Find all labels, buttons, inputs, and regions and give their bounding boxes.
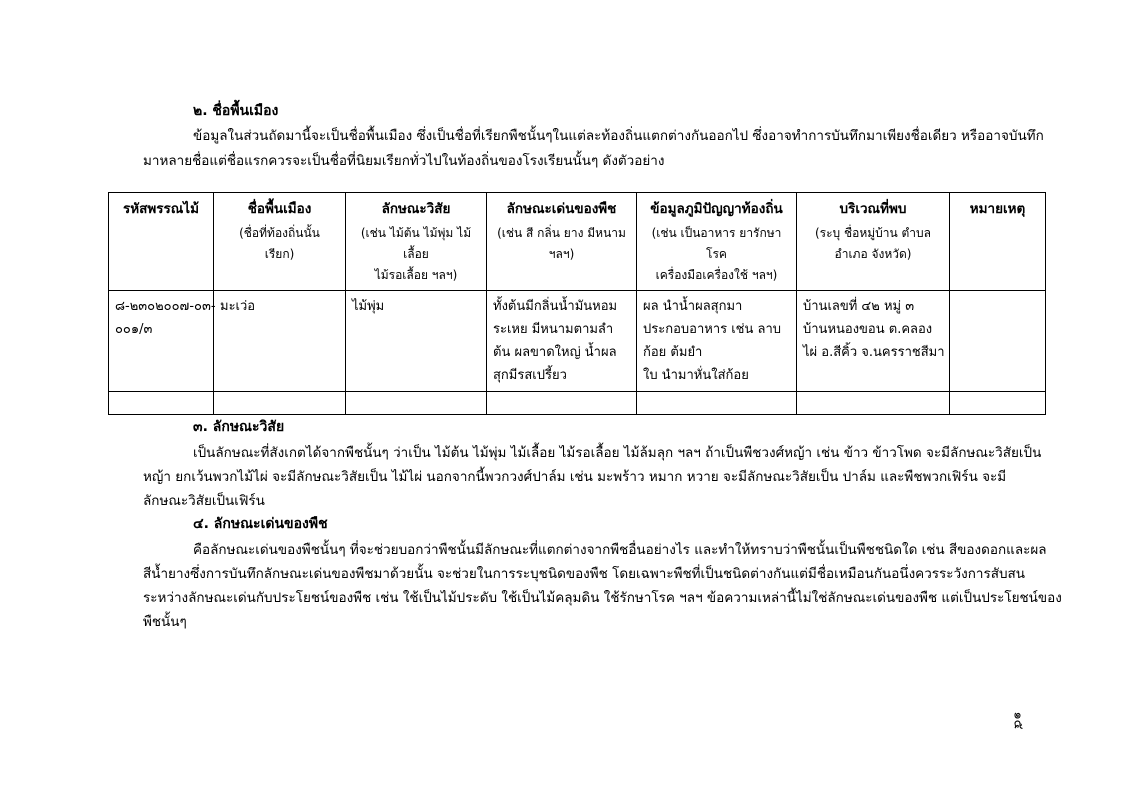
header-note [950, 193, 1046, 291]
header-feature [487, 193, 637, 291]
cell-line: ระเหย มีหนามตามลำ [493, 322, 614, 337]
cell-line: มะเว่อ [220, 299, 256, 314]
section-2-heading: ๒. ชื่อพื้นเมือง [193, 103, 279, 119]
cell-note [950, 291, 1046, 392]
cell-line: ก้อย ต้มยำ [643, 345, 703, 360]
section-4-paragraph-line: พืชนั้นๆ [143, 614, 187, 630]
header-title: ลักษณะเด่นของพืช [506, 201, 617, 217]
header-local-wisdom [637, 193, 797, 291]
header-subtitle: ไม้รอเลื้อย ฯลฯ) [374, 268, 458, 282]
cell-feature [487, 291, 637, 392]
section-4-heading: ๔. ลักษณะเด่นของพืช [193, 516, 328, 532]
section-2-paragraph-line: มาหลายชื่อแต่ชื่อแรกควรจะเป็นชื่อที่นิยมเรียกทั่วไปในท้องถิ่นของโรงเรียนนั้นๆ ดังตัวอย่าง [143, 153, 665, 169]
header-title: ชื่อพื้นเมือง [247, 201, 312, 217]
section-4-paragraph-line: ระหว่างลักษณะเด่นกับประโยชน์ของพืช เช่น ใช้เป็นไม้ประดับ ใช้เป็นไม้คลุมดิน ใช้รักษาโรค ฯลฯ ข้อความเหล่านี้ไม่ใช่ลักษณะเด่นของพืช แต่เป็นประโยชน์ของ [143, 590, 1062, 606]
header-title: ข้อมูลภูมิปัญญาท้องถิ่น [650, 201, 783, 217]
table-header-row [109, 193, 1046, 291]
cell-line: ทั้งต้นมีกลิ่นน้ำมันหอม [493, 299, 618, 314]
cell-line: ต้น ผลขาดใหญ่ น้ำผล [493, 345, 617, 360]
empty-cell [950, 392, 1046, 415]
header-location [797, 193, 950, 291]
header-local-name [214, 193, 346, 291]
header-title: หมายเหตุ [969, 201, 1026, 217]
cell-location [797, 291, 950, 392]
header-subtitle: เครื่องมือเครื่องใช้ ฯลฯ) [655, 268, 778, 282]
header-title: รหัสพรรณไม้ [122, 201, 199, 217]
cell-plant-code [109, 291, 214, 392]
header-plant-code [109, 193, 214, 291]
header-subtitle: (ชื่อที่ท้องถิ่นนั้น [239, 226, 320, 240]
cell-line: สุกมีรสเปรี้ยว [493, 368, 567, 383]
plant-data-table [108, 192, 1046, 415]
header-habit [346, 193, 487, 291]
section-4-paragraph-line: สีน้ำยางซึ่งการบันทึกลักษณะเด่นของพืชมาด้วยนั้น จะช่วยในการระบุชนิดของพืช โดยเฉพาะพืชที่เป็นชนิดต่างกันแต่มีชื่อเหมือนกันอนึ่งควรระวังการสับสน [143, 566, 1025, 582]
cell-line: ๐๐๑/๓ [115, 322, 153, 337]
cell-line: ผล นำน้ำผลสุกมา [643, 299, 743, 314]
section-3-paragraph-line: ลักษณะวิสัยเป็นเฟิร์น [143, 493, 265, 509]
cell-line: ประกอบอาหาร เช่น ลาบ [643, 322, 782, 337]
empty-cell [214, 392, 346, 415]
header-subtitle: เรียก) [264, 247, 295, 261]
empty-cell [487, 392, 637, 415]
empty-cell [637, 392, 797, 415]
header-title: ลักษณะวิสัย [381, 201, 451, 217]
cell-line: ไม้พุ่ม [352, 299, 385, 314]
section-3-heading: ๓. ลักษณะวิสัย [193, 419, 285, 435]
table-row-empty [109, 392, 1046, 415]
cell-line: บ้านเลขที่ ๔๒ หมู่ ๓ [803, 299, 915, 314]
page-number: ๑๕ [1010, 711, 1026, 730]
cell-line: บ้านหนองขอน ต.คลอง [803, 322, 933, 337]
header-title: บริเวณที่พบ [839, 201, 907, 217]
cell-local-name [214, 291, 346, 392]
header-subtitle: (เช่น ไม้ต้น ไม้พุ่ม ไม้เลื้อย [360, 226, 472, 261]
empty-cell [797, 392, 950, 415]
header-subtitle: (เช่น สี กลิ่น ยาง มีหนาม [497, 226, 626, 240]
section-4-paragraph-line: คือลักษณะเด่นของพืชนั้นๆ ที่จะช่วยบอกว่าพืชนั้นมีลักษณะที่แตกต่างจากพืชอื่นอย่างไร และทำให้ทราบว่าพืชนั้นเป็นพืชชนิดใด เช่น สีของดอกและผล [193, 542, 1047, 558]
cell-line: ใบ นำมาหั่นใส่ก้อย [643, 368, 749, 383]
section-2-paragraph-line: ข้อมูลในส่วนถัดมานี้จะเป็นชื่อพื้นเมือง ซึ่งเป็นชื่อที่เรียกพืชนั้นๆในแต่ละท้องถิ่นแตกต่างกันออกไป ซึ่งอาจทำการบันทึกมาเพียงชื่อเดียว หรืออาจบันทึก [193, 128, 1044, 144]
header-subtitle: ฯลฯ) [548, 247, 575, 261]
table-row [109, 291, 1046, 392]
section-3-paragraph-line: หญ้า ยกเว้นพวกไม้ไผ่ จะมีลักษณะวิสัยเป็น ไม้ไผ่ นอกจากนี้พวกวงศ์ปาล์ม เช่น มะพร้าว หมาก หวาย จะมีลักษณะวิสัยเป็น ปาล์ม และพืชพวกเฟิร์น จะมี [143, 469, 1007, 485]
header-subtitle: (เช่น เป็นอาหาร ยารักษาโรค [651, 226, 782, 261]
empty-cell [346, 392, 487, 415]
cell-line: ๘-๒๓๐๒๐๐๗-๐๓- [115, 299, 216, 314]
cell-habit [346, 291, 487, 392]
cell-local-wisdom [637, 291, 797, 392]
header-subtitle: (ระบุ ชื่อหมู่บ้าน ตำบล [814, 226, 932, 240]
empty-cell [109, 392, 214, 415]
section-3-paragraph-line: เป็นลักษณะที่สังเกตได้จากพืชนั้นๆ ว่าเป็น ไม้ต้น ไม้พุ่ม ไม้เลื้อย ไม้รอเลื้อย ไม้ล้มลุก ฯลฯ ถ้าเป็นพืชวงศ์หญ้า เช่น ข้าว ข้าวโพด จะมีลักษณะวิสัยเป็น [193, 445, 1042, 461]
header-subtitle: อำเภอ จังหวัด) [834, 247, 912, 261]
cell-line: ไผ่ อ.สีคิ้ว จ.นครราชสีมา [803, 345, 945, 360]
